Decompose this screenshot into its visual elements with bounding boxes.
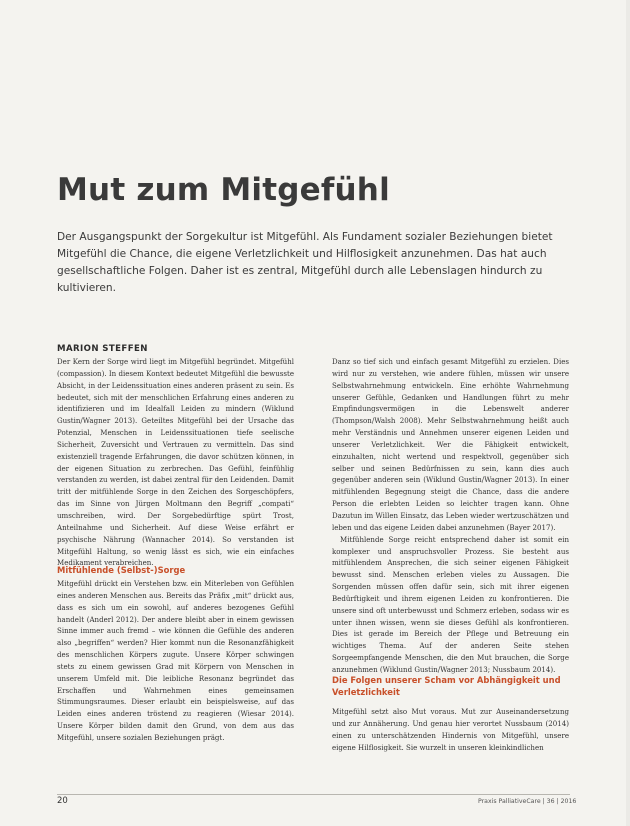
section-subheading: Die Folgen unserer Scham vor Abhängigkeit und Verletzlichkeit [332,675,561,697]
paragraph-part: Mitfühlende Sorge reicht entsprechend daher ist somit ein komplexer und anspruchsvoller Prozess. Sie besteht aus mitfühlendem Ansprechen, die sich seiner eigenen Fähigkeit bewusst sind. Menschen erleben vieles zu Aussagen. Die Sorgenden müssen offen dafür sein, sich mit ihrer eigenen Bedürftigkeit und ihrem eigenen Leiden zu konfrontieren. Die unsere sind oft unterbewusst und Schmerz erleben, sodass wir es unter ihnen wissen, wenn sie dieses Gefühl als konfrontieren. Dies ist gerade im Bereich der Pflege und Betreuung ein wichtiges Thema. Auf der anderen Seite stehen Sorgeempfangende Menschen, die den Mut brauchen, die Sorge anzunehmen (Wiklund Gustin/Wagner 2013; Nussbaum 2014). [332,534,569,674]
article-title: Mut zum Mitgefühl [57,172,390,208]
page-edge [626,0,630,826]
page-number: 20 [57,796,68,806]
paragraph: Der Kern der Sorge wird liegt im Mitgefühl begründet. Mitgefühl (compassion). In diesem Kontext bedeutet Mitgefühl die bewusste Absicht, in der Leidenssituation eines anderen präsent zu sein. Es bedeutet, sich mit der menschlichen Erfahrung eines anderen zu identifizieren und im Idealfall Leiden zu mindern (Wiklund Gustin/Wagner 2013). Geteiltes Mitgefühl bei der Ursache das Potenzial, Menschen in Leidenssituationen tiefe seelische Sicherheit, Zuversicht und Vertrauen zu vermitteln. Das sind existenziell tragende Erfahrungen, die davor schützen können, in der eigenen Situation zu zerbrechen. Das Gefühl, feinfühlig verstanden zu werden, ist dabei zentral für den Leidenden. Damit tritt der mitfühlende Sorge in den Zeichen des Sorgeschöpfers, das im Sinne von Jürgen Moltmann den Begriff „compati“ umschreiben, wird. Der Sorgebedürftige spürt Trost, Anteilnahme und Sicherheit. Auf diese Weise erfährt er psychische Nährung (Wannacher 2014). So verstanden ist Mitgefühl Haltung, so wenig lässt es sich, wie ein einfaches Medikament verabreichen. [57,357,294,568]
paragraph [332,356,569,676]
article-lead: Der Ausgangspunkt der Sorgekultur ist Mitgefühl. Als Fundament sozialer Beziehungen bietet Mitgefühl die Chance, die eigene Verletzlichkeit und Hilflosigkeit anzunehmen. Das hat auch gesellschaftliche Folgen. Daher ist es zentral, Mitgefühl durch alle Lebenslagen hindurch zu kultivieren. [57,231,553,294]
paragraph: Mitgefühl setzt also Mut voraus. Mut zur Auseinandersetzung und zur Annäherung. Und genau hier verortet Nussbaum (2014) einen zu unterschätzenden Hindernis von Mitgefühl, unsere eigene Hilflosigkeit. Sie wurzelt in unseren kleinkindlichen [332,707,569,752]
footer-divider [57,794,570,795]
article-author: MARION STEFFEN [57,344,148,354]
section-subheading: Mitfühlende (Selbst-)Sorge [57,565,186,575]
publication-info: Praxis PalliativeCare | 36 | 2016 [478,798,577,805]
paragraph: Mitgefühl drückt ein Verstehen bzw. ein Miterleben von Gefühlen eines anderen Menschen aus. Bereits das Präfix „mit“ drückt aus, dass es sich um ein sowohl, auf anderes bezogenes Gefühl handelt (Anderl 2012). Der andere bleibt aber in einem gewissen Sinne immer auch fremd – wie können die Gefühle des anderen also „begriffen“ werden? Hier kommt nun die Resonanzfähigkeit des menschlichen Körpers zugute. Unsere Körper schwingen stets zu einem gewissen Grad mit Körpern von Menschen in unserem Umfeld mit. Die leibliche Resonanz begründet das Erschaffen und Wahrnehmen eines gemeinsamen Stimmungsraumes. Dieser erlaubt ein beispielsweise, auf das Leiden eines anderen tröstend zu reagieren (Wiesar 2014). Unsere Körper bilden damit den Grund, von dem aus das Mitgefühl, unsere sozialen Beziehungen prägt. [57,579,294,742]
paragraph-part: Danz so tief sich und einfach gesamt Mitgefühl zu erzielen. Dies wird nur zu verstehen, wie andere fühlen, müssen wir unsere Selbstwahrnehmung entwickeln. Eine erhöhte Wahrnehmung unserer Gefühle, Gedanken und Handlungen führt zu mehr Empfindungsvermögen in die Lebenswelt anderer (Thompson/Walsh 2008). Mehr Selbstwahrnehmung heißt auch mehr Verständnis und Annehmen unserer eigenen Leiden und unserer Verletzlichkeit. Wer die Fähigkeit entwickelt, einzuhalten, nicht wertend und respektvoll, gegenüber sich selber und seinen Bedürfnissen zu sein, kann dies auch gegenüber anderen sein (Wiklund Gustin/Wagner 2013). In einer mitfühlenden Begegnung steigt die Chance, dass die andere Person die erlebten Leiden so leichter tragen kann. Ohne Dazutun im Willen Einsatz, das Leben wieder wertzuschätzen und leben und das eigene Leiden dabei anzunehmen (Bayer 2017). [332,357,569,532]
